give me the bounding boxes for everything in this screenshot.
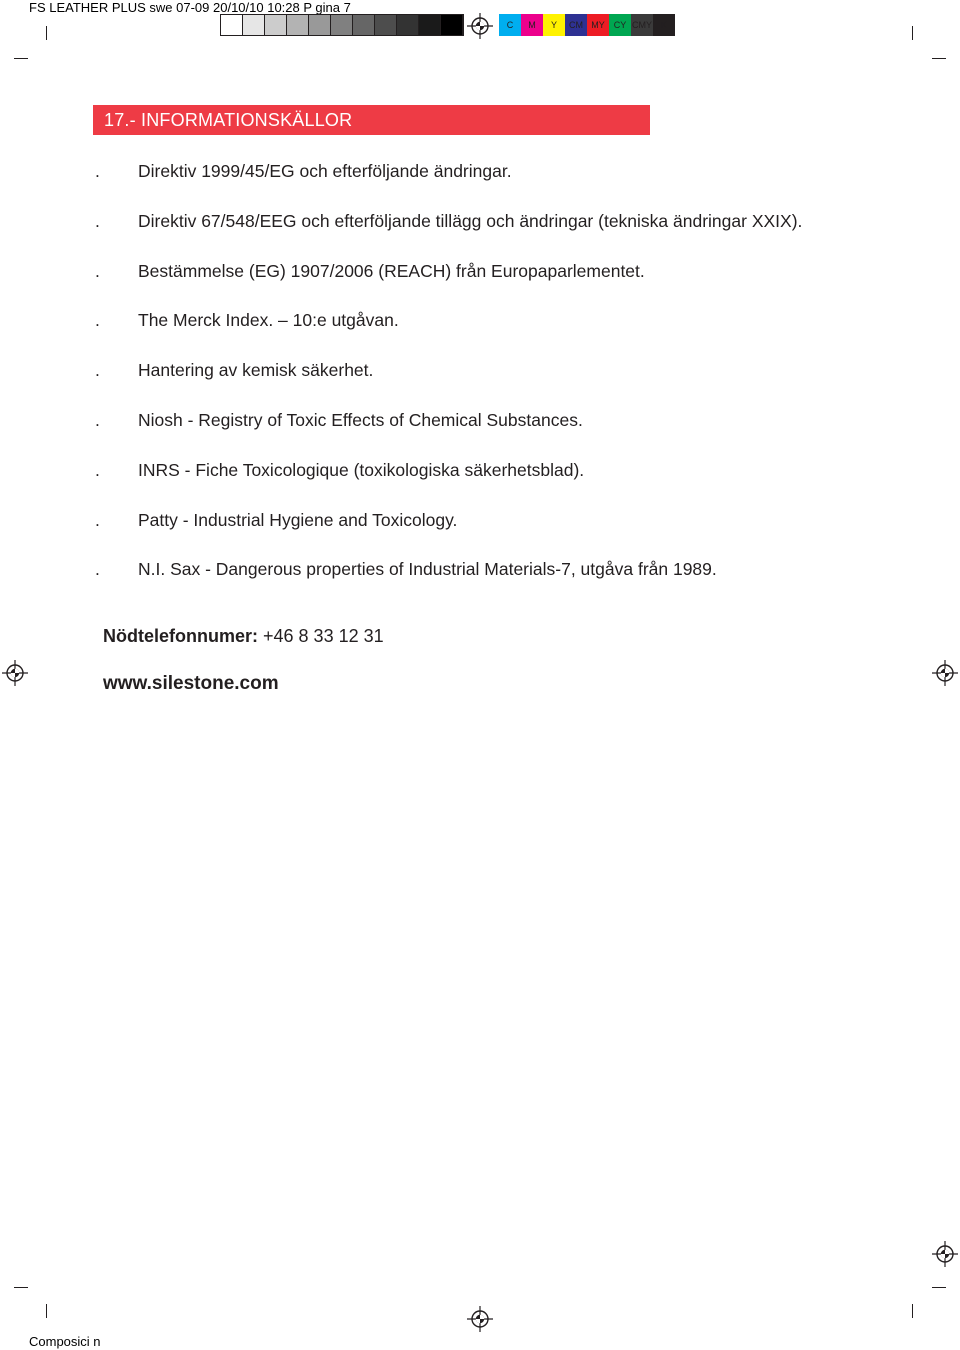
- crop-mark: [46, 26, 47, 40]
- list-item: [95, 456, 802, 506]
- emergency-label: Nödtelefonnumer:: [103, 626, 258, 646]
- list-item-text: Direktiv 1999/45/EG och efterföljande ändringar.: [138, 161, 512, 181]
- gray-swatch: [353, 15, 375, 35]
- bullet: .: [95, 459, 100, 480]
- list-item: [95, 207, 802, 257]
- crop-mark: [46, 1304, 47, 1318]
- color-swatch-cm: CM: [565, 14, 587, 36]
- registration-mark-icon: [467, 13, 493, 39]
- list-item: [95, 157, 802, 207]
- gray-swatch: [287, 15, 309, 35]
- list-item: [95, 406, 802, 456]
- bullet: .: [95, 509, 100, 530]
- color-swatch-m: M: [521, 14, 543, 36]
- bullet: .: [95, 161, 100, 181]
- list-item: [95, 356, 802, 406]
- list-item-text: N.I. Sax - Dangerous properties of Industrial Materials-7, utgåva från 1989.: [138, 559, 717, 580]
- grayscale-bar: [220, 14, 464, 36]
- color-swatch-k: K: [653, 14, 675, 36]
- emergency-number: +46 8 33 12 31: [263, 626, 384, 646]
- sources-list: [95, 157, 802, 605]
- gray-swatch: [375, 15, 397, 35]
- registration-mark-icon: [467, 1306, 493, 1332]
- color-swatch-cy: CY: [609, 14, 631, 36]
- gray-swatch: [419, 15, 441, 35]
- list-item: [95, 555, 802, 605]
- crop-mark: [912, 26, 913, 40]
- bullet: .: [95, 559, 100, 580]
- gray-swatch: [397, 15, 419, 35]
- registration-mark-icon: [932, 660, 958, 686]
- grayscale-steps: [220, 14, 464, 36]
- crop-mark: [14, 1287, 28, 1288]
- website-link[interactable]: www.silestone.com: [103, 673, 279, 694]
- gray-swatch: [331, 15, 353, 35]
- list-item-text: The Merck Index. – 10:e utgåvan.: [138, 310, 399, 331]
- printer-slug-bottom: Composici n: [29, 1334, 101, 1349]
- list-item-text: INRS - Fiche Toxicologique (toxikologiska säkerhetsblad).: [138, 459, 585, 480]
- list-item-text: Hantering av kemisk säkerhet.: [138, 360, 374, 381]
- crop-mark: [14, 58, 28, 59]
- cmyk-swatch-bar: [499, 14, 675, 36]
- bullet: .: [95, 409, 100, 430]
- bullet: .: [95, 360, 100, 381]
- registration-mark-icon: [2, 660, 28, 686]
- gray-swatch: [265, 15, 287, 35]
- bullet: .: [95, 210, 100, 231]
- color-swatch-y: Y: [543, 14, 565, 36]
- list-item-text: Patty - Industrial Hygiene and Toxicology.: [138, 509, 458, 530]
- registration-mark-icon: [932, 1241, 958, 1267]
- section-heading-bar: [93, 105, 650, 135]
- crop-mark: [932, 1287, 946, 1288]
- crop-mark: [912, 1304, 913, 1318]
- gray-swatch: [221, 15, 243, 35]
- printer-slug-top: FS LEATHER PLUS swe 07-09 20/10/10 10:28 P gina 7: [29, 0, 351, 15]
- bullet: .: [95, 260, 100, 281]
- list-item-text: Niosh - Registry of Toxic Effects of Chemical Substances.: [138, 409, 583, 430]
- list-item: [95, 506, 802, 556]
- list-item-text: Bestämmelse (EG) 1907/2006 (REACH) från Europaparlementet.: [138, 260, 645, 281]
- list-item-text: Direktiv 67/548/EEG och efterföljande tillägg och ändringar (tekniska ändringar XXIX).: [138, 210, 803, 231]
- emergency-phone: [103, 626, 384, 647]
- gray-swatch: [309, 15, 331, 35]
- list-item: [95, 257, 802, 307]
- color-swatch-my: MY: [587, 14, 609, 36]
- color-swatch-cmy: CMY: [631, 14, 653, 36]
- section-heading: 17.- INFORMATIONSKÄLLOR: [104, 109, 353, 130]
- bullet: .: [95, 310, 100, 331]
- gray-swatch: [441, 15, 463, 35]
- crop-mark: [932, 58, 946, 59]
- color-swatch-c: C: [499, 14, 521, 36]
- list-item: [95, 306, 802, 356]
- gray-swatch: [243, 15, 265, 35]
